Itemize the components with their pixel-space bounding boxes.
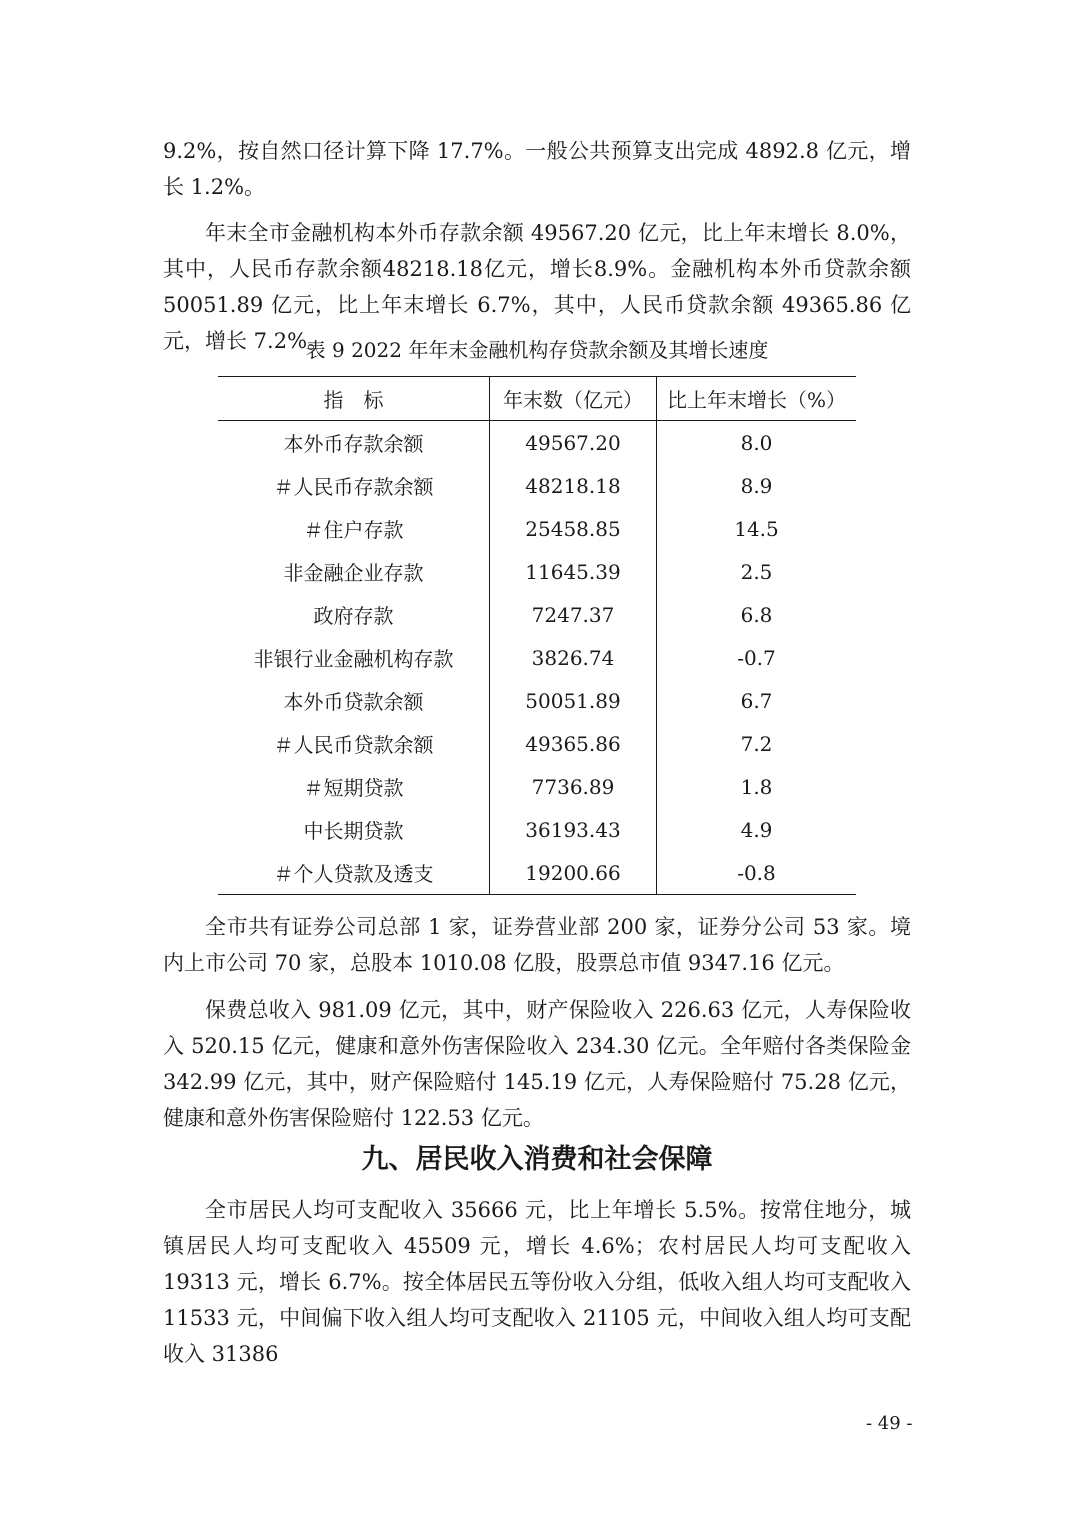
row-value: 7247.37 [490, 593, 657, 636]
table-row [218, 851, 856, 895]
page-number: - 49 - [866, 1413, 913, 1434]
header-growth: 比上年末增长（%） [657, 377, 857, 421]
table-row [218, 507, 856, 550]
row-growth: 7.2 [657, 722, 857, 765]
row-growth: -0.8 [657, 851, 857, 895]
paragraph-securities: 全市共有证券公司总部 1 家，证券营业部 200 家，证券分公司 53 家。境内上市公司 70 家，总股本 1010.08 亿股，股票总市值 9347.16 亿元。 [163, 915, 911, 975]
row-indicator: 本外币存款余额 [283, 432, 424, 456]
row-value: 11645.39 [490, 550, 657, 593]
paragraph-deposits-loans: 年末全市金融机构本外币存款余额 49567.20 亿元，比上年末增长 8.0%，其中，人民币存款余额48218.18亿元，增长8.9%。金融机构本外币贷款余额50051.89 亿元，比上年末增长 6.7%，其中，人民币贷款余额 49365.86 亿元，增长 7.2%。 [163, 221, 911, 353]
deposit-loan-table [218, 376, 856, 895]
row-value: 19200.66 [490, 851, 657, 895]
row-value: 50051.89 [490, 679, 657, 722]
header-indicator: 指 标 [323, 388, 384, 412]
row-growth: 1.8 [657, 765, 857, 808]
paragraph-insurance: 保费总收入 981.09 亿元，其中，财产保险收入 226.63 亿元，人寿保险收入 520.15 亿元，健康和意外伤害保险收入 234.30 亿元。全年赔付各类保险金 342.99 亿元，其中，财产保险赔付 145.19 亿元，人寿保险赔付 75.28 亿元，健康和意外伤害保险赔付 122.53 亿元。 [163, 998, 911, 1130]
table-row [218, 550, 856, 593]
row-growth: 4.9 [657, 808, 857, 851]
row-indicator: 政府存款 [313, 604, 394, 628]
row-indicator: 非金融企业存款 [283, 561, 424, 585]
table-row [218, 464, 856, 507]
row-indicator: ＃住户存款 [303, 518, 404, 542]
row-indicator: ＃人民币存款余额 [273, 475, 434, 499]
paragraph-fiscal-spending: 9.2%，按自然口径计算下降 17.7%。一般公共预算支出完成 4892.8 亿元，增长 1.2%。 [163, 139, 911, 199]
table-row [218, 808, 856, 851]
table-row [218, 636, 856, 679]
row-value: 49567.20 [490, 421, 657, 465]
row-value: 36193.43 [490, 808, 657, 851]
table-row [218, 765, 856, 808]
row-indicator: ＃个人贷款及透支 [218, 851, 490, 895]
row-growth: 2.5 [657, 550, 857, 593]
table-caption: 表 9 2022 年年末金融机构存贷款余额及其增长速度 [305, 338, 769, 362]
row-indicator: ＃短期贷款 [303, 776, 404, 800]
table-row [218, 593, 856, 636]
row-growth: 6.8 [657, 593, 857, 636]
row-indicator: 本外币贷款余额 [283, 690, 424, 714]
section-heading: 九、居民收入消费和社会保障 [361, 1144, 713, 1175]
row-indicator: ＃人民币贷款余额 [273, 733, 434, 757]
table-row [218, 722, 856, 765]
row-growth: 8.9 [657, 464, 857, 507]
row-growth: 6.7 [657, 679, 857, 722]
row-growth: -0.7 [657, 636, 857, 679]
row-indicator: 中长期贷款 [303, 819, 404, 843]
row-value: 49365.86 [490, 722, 657, 765]
row-value: 3826.74 [490, 636, 657, 679]
paragraph-resident-income: 全市居民人均可支配收入 35666 元，比上年增长 5.5%。按常住地分，城镇居民人均可支配收入 45509 元，增长 4.6%；农村居民人均可支配收入 19313 元，增长 6.7%。按全体居民五等份收入分组，低收入组人均可支配收入 11533 元，中间偏下收入组人均可支配收入 21105 元，中间收入组人均可支配收入 31386 [163, 1198, 911, 1366]
table-row [218, 679, 856, 722]
row-value: 25458.85 [490, 507, 657, 550]
header-year-end-value: 年末数（亿元） [490, 377, 657, 421]
row-growth: 8.0 [657, 421, 857, 465]
row-growth: 14.5 [657, 507, 857, 550]
row-value: 7736.89 [490, 765, 657, 808]
row-value: 48218.18 [490, 464, 657, 507]
row-indicator: 非银行业金融机构存款 [253, 647, 454, 671]
table-row [218, 421, 856, 465]
table-header-row [218, 377, 856, 421]
